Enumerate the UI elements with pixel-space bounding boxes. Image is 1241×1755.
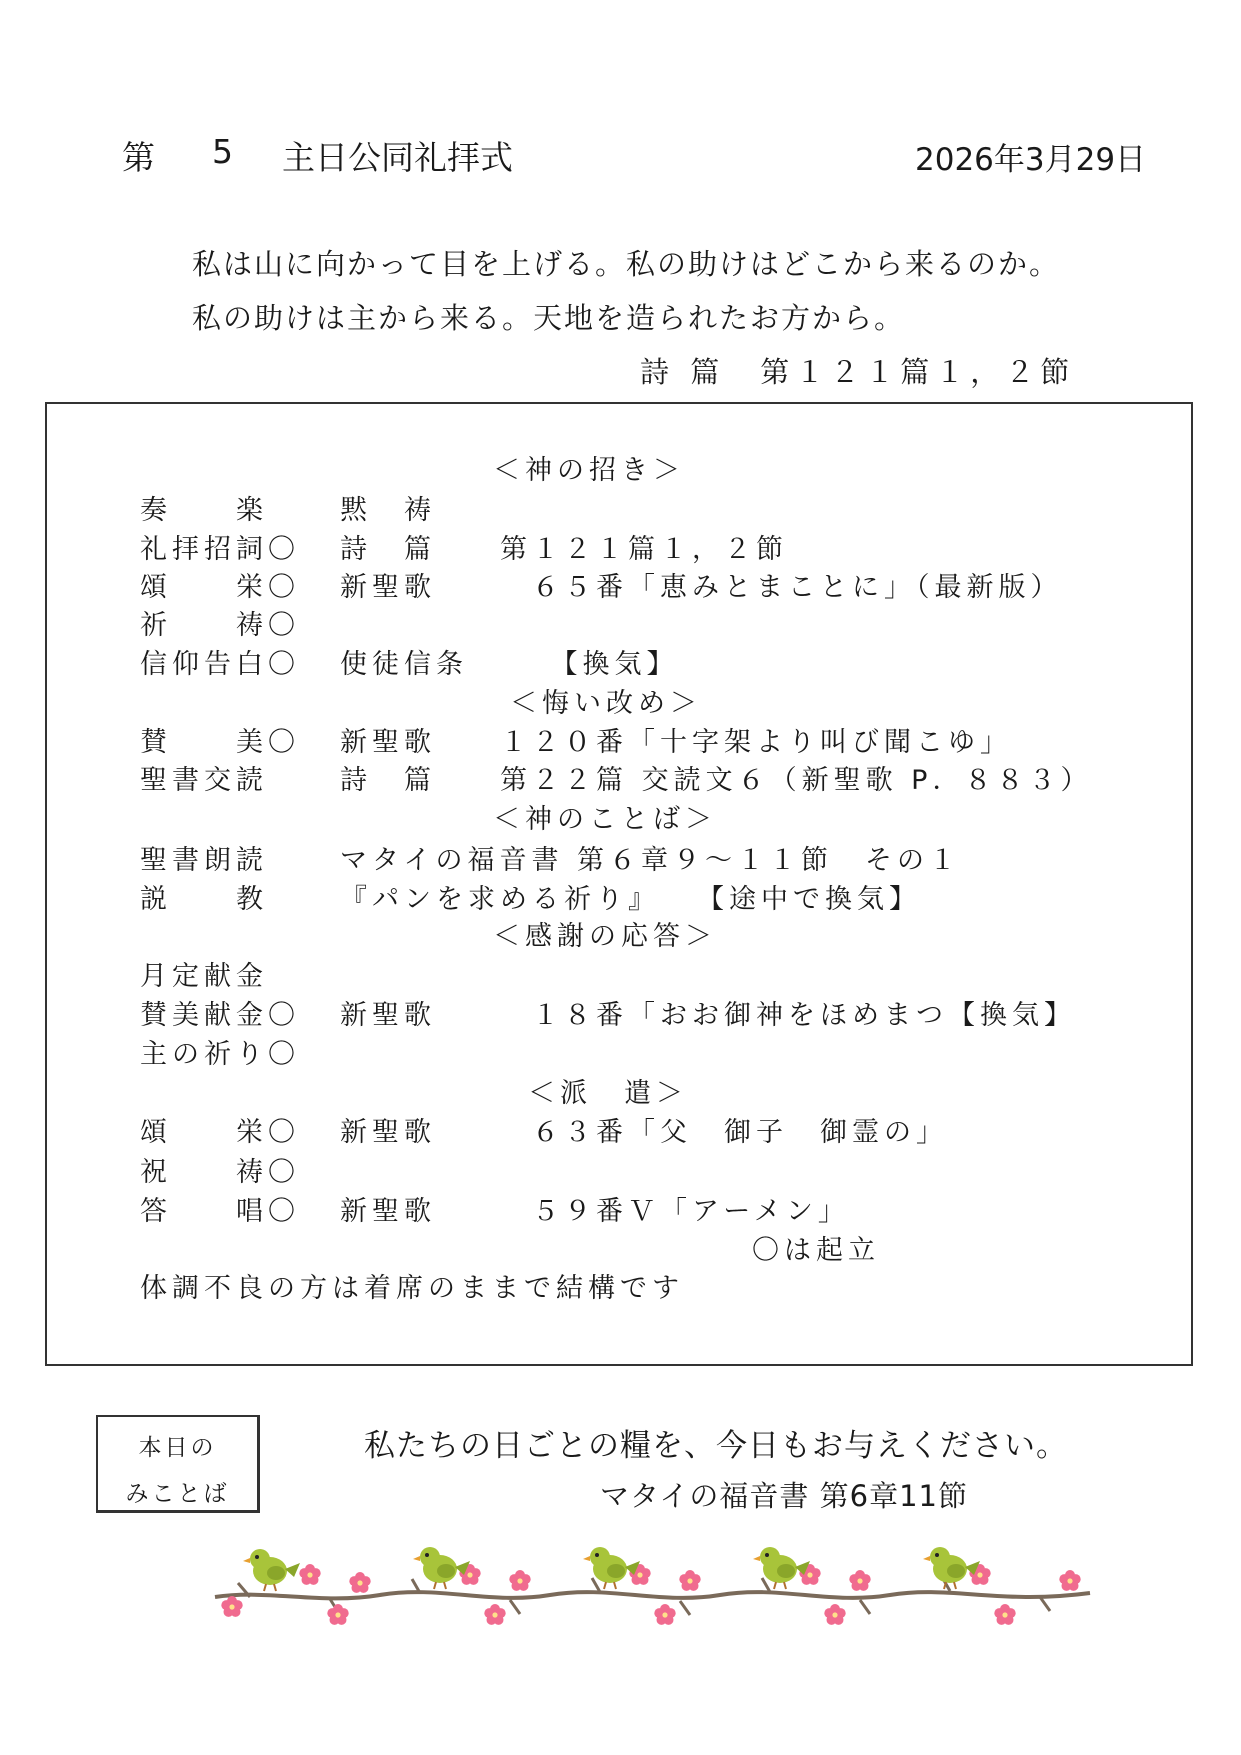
item-label-offering: 賛美献金〇 [140,1000,300,1031]
section-sending: ＜派 遣＞ [528,1078,688,1109]
item-content-scripture-reading: マタイの福音書 第６章９～１１節 その１ [340,845,962,876]
service-ordinal: 第 [122,138,155,177]
opening-verse-line2: 私の助けは主から来る。天地を造られたお方から。 [192,301,906,335]
item-label-benediction: 祝 祷〇 [140,1157,300,1188]
todays-word-label-line1: 本日の [138,1435,217,1461]
todays-word-reference: マタイの福音書 第6章11節 [600,1479,968,1513]
item-content-sermon: 『パンを求める祈り』 【途中で換気】 [340,884,921,915]
item-label-monthly-offering: 月定献金 [140,961,268,992]
item-label-closing-doxology: 頌 栄〇 [140,1117,300,1148]
item-label-scripture-reading: 聖書朗読 [140,845,268,876]
item-label-hymn: 賛 美〇 [140,727,300,758]
item-label-lords-prayer: 主の祈り〇 [140,1039,300,1070]
service-title: 主日公同礼拝式 [282,138,513,177]
item-content-offering: 新聖歌 １８番「おお御神をほめまつ【換気】 [340,1000,1076,1031]
service-number: 5 [212,132,233,171]
bird-blossom-garland-decoration [210,1545,1110,1645]
todays-word-text: 私たちの日ごとの糧を、今日もお与えください。 [364,1428,1068,1464]
item-label-call-to-worship: 礼拝招詞〇 [140,534,300,565]
todays-word-label-line2: みことば [125,1481,230,1507]
item-content-prelude: 黙 祷 [340,495,436,526]
item-label-amen: 答 唱〇 [140,1196,300,1227]
item-label-responsive-reading: 聖書交読 [140,765,268,796]
service-date: 2026年3月29日 [915,142,1147,178]
item-content-creed: 使徒信条 【換気】 [340,649,679,680]
item-label-sermon: 説 教 [140,884,268,915]
opening-verse-line1: 私は山に向かって目を上げる。私の助けはどこから来るのか。 [192,247,1061,281]
item-content-amen: 新聖歌 ５９番Ｖ「アーメン」 [340,1196,850,1227]
item-content-doxology: 新聖歌 ６５番「恵みとまことに」（最新版） [340,572,1063,603]
section-response: ＜感謝の応答＞ [493,921,717,952]
opening-verse-reference: 詩 篇 第１２１篇１，２節 [640,355,1076,389]
section-call: ＜神の招き＞ [493,455,685,486]
item-content-responsive-reading: 詩 篇 第２２篇 交読文６（新聖歌 P．８８３） [340,765,1093,796]
item-label-creed: 信仰告白〇 [140,649,300,680]
item-label-doxology: 頌 栄〇 [140,572,300,603]
item-content-call-to-worship: 詩 篇 第１２１篇１，２節 [340,534,788,565]
item-content-hymn: 新聖歌 １２０番「十字架より叫び聞こゆ」 [340,727,1012,758]
health-note: 体調不良の方は着席のままで結構です [140,1273,684,1304]
item-content-closing-doxology: 新聖歌 ６３番「父 御子 御霊の」 [340,1117,948,1148]
section-word: ＜神のことば＞ [493,804,717,835]
todays-word-label-box [96,1415,260,1513]
item-label-prayer: 祈 祷〇 [140,610,300,641]
standing-note: 〇は起立 [752,1235,880,1266]
section-repentance: ＜悔い改め＞ [510,688,702,719]
item-label-prelude: 奏 楽 [140,495,268,526]
